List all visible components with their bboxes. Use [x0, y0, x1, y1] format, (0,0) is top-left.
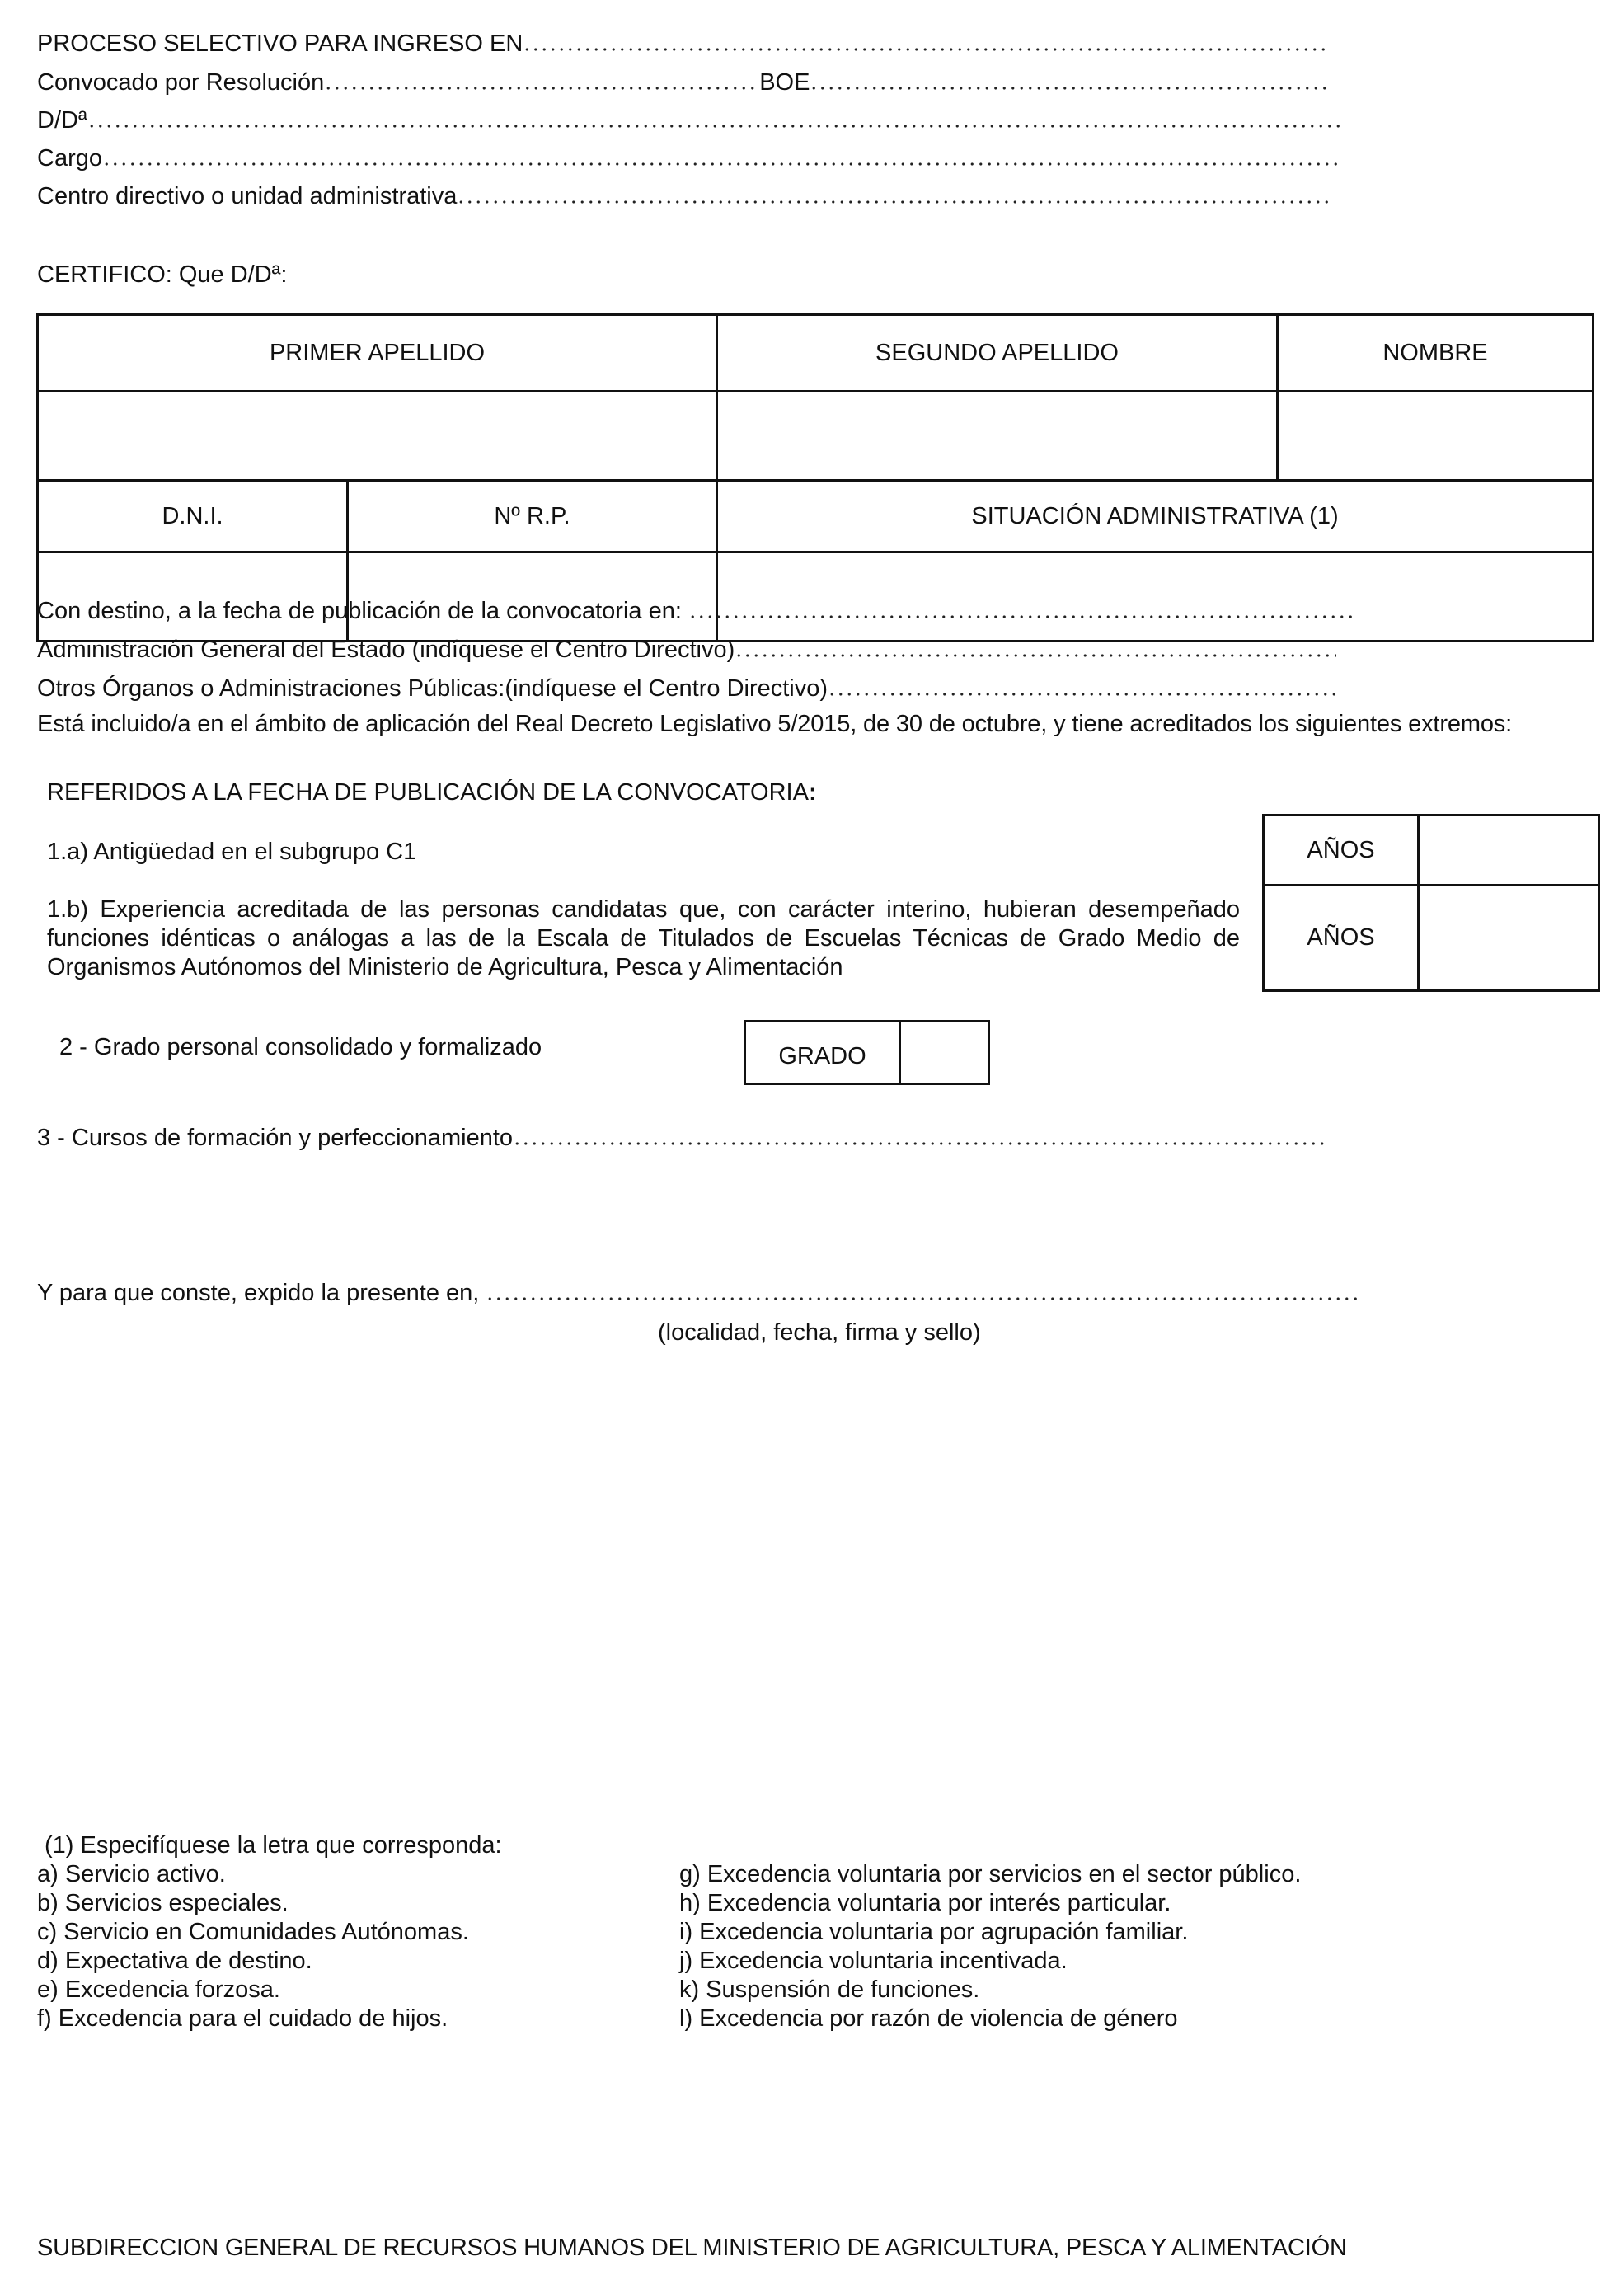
- dda-line: [37, 106, 1340, 134]
- footnote-title: (1) Especifíquese la letra que corresponda:: [45, 1832, 502, 1859]
- years-field-1a[interactable]: [1419, 815, 1599, 886]
- item-1a-label: 1.a) Antigüedad en el subgrupo C1: [47, 839, 417, 865]
- con-destino-label: Con destino, a la fecha de publicación de la convocatoria en:: [37, 598, 688, 624]
- footnote-item-k: k) Suspensión de funciones.: [679, 1976, 980, 2003]
- expedido-caption: (localidad, fecha, firma y sello): [658, 1319, 981, 1346]
- nombre-header: NOMBRE: [1278, 315, 1593, 392]
- proceso-selectivo-field[interactable]: [523, 48, 1331, 51]
- age-line: [37, 636, 1336, 664]
- primer-apellido-header: PRIMER APELLIDO: [38, 315, 717, 392]
- expedido-label: Y para que conste, expido la presente en,: [37, 1280, 486, 1306]
- con-destino-line: [37, 597, 1356, 625]
- cargo-field[interactable]: [102, 162, 1337, 166]
- cargo-label: Cargo: [37, 145, 102, 172]
- situacion-administrativa-header: SITUACIÓN ADMINISTRATIVA (1): [717, 481, 1593, 552]
- footnote-item-c: c) Servicio en Comunidades Autónomas.: [37, 1919, 469, 1945]
- grado-field[interactable]: [900, 1022, 989, 1084]
- grado-label: GRADO: [745, 1022, 900, 1084]
- ambito-text: Está incluido/a en el ámbito de aplicación del Real Decreto Legislativo 5/2015, de 30 de octubre, y tiene acreditados los siguientes extremos:: [37, 711, 1513, 737]
- primer-apellido-field[interactable]: [38, 392, 717, 481]
- footnote-item-l: l) Excedencia por razón de violencia de género: [679, 2005, 1178, 2032]
- grado-item-label: 2 - Grado personal consolidado y formalizado: [59, 1034, 542, 1060]
- convocado-label: Convocado por Resolución: [37, 69, 325, 96]
- footnote-item-f: f) Excedencia para el cuidado de hijos.: [37, 2005, 448, 2032]
- identity-table: [36, 313, 1594, 642]
- footnote-item-d: d) Expectativa de destino.: [37, 1948, 312, 1974]
- footnote-item-a: a) Servicio activo.: [37, 1861, 226, 1887]
- cursos-label: 3 - Cursos de formación y perfeccionamiento: [37, 1125, 514, 1151]
- referidos-heading: [47, 778, 817, 806]
- footnote-item-h: h) Excedencia voluntaria por interés particular.: [679, 1890, 1171, 1916]
- proceso-selectivo-label: PROCESO SELECTIVO PARA INGRESO EN: [37, 31, 523, 57]
- cargo-line: [37, 144, 1337, 172]
- dda-label: D/Dª: [37, 107, 87, 134]
- nrp-header: Nº R.P.: [348, 481, 717, 552]
- otros-organos-label: Otros Órganos o Administraciones Públicas:(indíquese el Centro Directivo): [37, 675, 828, 702]
- referidos-heading-text: REFERIDOS A LA FECHA DE PUBLICACIÓN DE LA CONVOCATORIA: [47, 779, 809, 806]
- footnote-item-b: b) Servicios especiales.: [37, 1890, 289, 1916]
- grado-table: [744, 1020, 990, 1085]
- resolucion-field[interactable]: [324, 87, 759, 90]
- centro-directivo-field[interactable]: [457, 200, 1331, 204]
- footer-ministry: SUBDIRECCION GENERAL DE RECURSOS HUMANOS DEL MINISTERIO DE AGRICULTURA, PESCA Y ALIMENTACIÓN: [37, 2235, 1347, 2261]
- years-field-1b[interactable]: [1419, 886, 1599, 991]
- cursos-field[interactable]: [513, 1142, 1325, 1145]
- dda-field[interactable]: [87, 125, 1340, 128]
- footnote-item-e: e) Excedencia forzosa.: [37, 1976, 280, 2003]
- proceso-selectivo-line: [37, 30, 1331, 58]
- item-1b-label: 1.b) Experiencia acreditada de las personas candidatas que, con carácter interino, hubieran desempeñado funciones idénticas o análogas a las de la Escala de Titulados de Escuelas Técnicas de Grado Medio de Organismos Autónomos del Ministerio de Agricultura, Pesca y Alimentación: [47, 896, 1240, 980]
- dni-header: D.N.I.: [38, 481, 348, 552]
- cursos-line: [37, 1124, 1325, 1152]
- age-label: Administración General del Estado (indíquese el Centro Directivo): [37, 637, 735, 663]
- centro-directivo-label: Centro directivo o unidad administrativa: [37, 183, 458, 209]
- footnote-item-j: j) Excedencia voluntaria incentivada.: [679, 1948, 1068, 1974]
- segundo-apellido-field[interactable]: [717, 392, 1278, 481]
- boe-label: BOE: [759, 69, 810, 96]
- footnote-left-list: [37, 1860, 469, 2033]
- footnote-item-g: g) Excedencia voluntaria por servicios en el sector público.: [679, 1861, 1302, 1887]
- certifico-label: CERTIFICO: Que D/Dª:: [37, 261, 288, 288]
- otros-organos-field[interactable]: [828, 693, 1339, 696]
- boe-field[interactable]: [810, 87, 1331, 90]
- years-table: [1262, 814, 1600, 992]
- expedido-line: [37, 1279, 1359, 1307]
- nombre-field[interactable]: [1278, 392, 1593, 481]
- centro-directivo-line: [37, 182, 1331, 210]
- years-label-1b: AÑOS: [1264, 886, 1419, 991]
- referidos-heading-colon: :: [808, 779, 817, 806]
- footnote-item-i: i) Excedencia voluntaria por agrupación familiar.: [679, 1919, 1189, 1945]
- segundo-apellido-header: SEGUNDO APELLIDO: [717, 315, 1278, 392]
- age-field[interactable]: [735, 654, 1336, 657]
- years-label-1a: AÑOS: [1264, 815, 1419, 886]
- expedido-field[interactable]: [486, 1297, 1359, 1300]
- otros-organos-line: [37, 674, 1339, 703]
- con-destino-field[interactable]: [688, 615, 1356, 618]
- footnote-right-list: [679, 1860, 1301, 2033]
- convocado-line: [37, 68, 1331, 96]
